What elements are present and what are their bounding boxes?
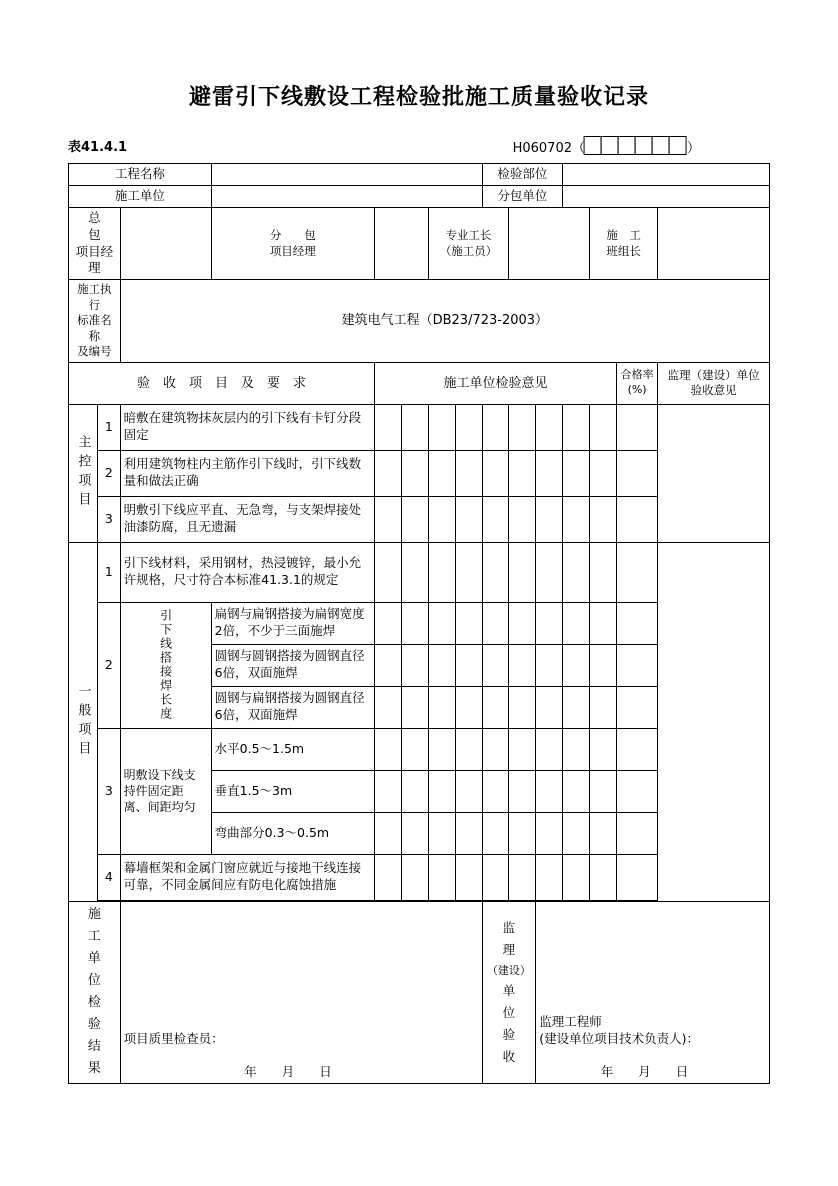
check-cell[interactable] xyxy=(482,450,509,496)
construction-unit-value[interactable] xyxy=(211,185,482,207)
check-cell[interactable] xyxy=(455,450,482,496)
foreman-label-line1: 专业工长 xyxy=(445,227,492,242)
check-cell[interactable] xyxy=(374,854,401,900)
check-cell[interactable] xyxy=(401,728,428,770)
check-cell[interactable] xyxy=(428,496,455,542)
general-pm-value[interactable] xyxy=(120,207,211,280)
check-cell[interactable] xyxy=(509,686,536,728)
check-cell[interactable] xyxy=(563,602,590,644)
supervisor-opinion-main-control[interactable] xyxy=(658,404,770,542)
check-cell[interactable] xyxy=(401,812,428,854)
row-standard xyxy=(69,280,770,363)
check-cell[interactable] xyxy=(428,644,455,686)
construction-result-label-char: 结 xyxy=(87,1039,101,1055)
item-group-label-text: 引下线搭接焊长度 xyxy=(158,609,173,722)
construction-result-label xyxy=(69,901,121,1083)
code-box xyxy=(584,136,602,155)
row-footer xyxy=(69,901,770,1083)
rate-cell[interactable] xyxy=(616,812,657,854)
check-cell[interactable] xyxy=(509,854,536,900)
supervisor-conclusion-char: （建设） xyxy=(486,963,531,977)
check-cell[interactable] xyxy=(455,854,482,900)
inspect-part-value[interactable] xyxy=(563,164,770,186)
sub-pm-label-line1: 分 包 xyxy=(269,227,316,242)
construction-result-label-char: 果 xyxy=(87,1061,101,1077)
general-pm-label-line1: 总 包 xyxy=(88,209,126,242)
check-cell[interactable] xyxy=(401,770,428,812)
row-project-name xyxy=(69,164,770,186)
check-cell[interactable] xyxy=(482,542,509,602)
rate-cell[interactable] xyxy=(616,602,657,644)
section-label-main-control xyxy=(69,404,98,542)
check-cell[interactable] xyxy=(455,644,482,686)
check-cell[interactable] xyxy=(374,770,401,812)
check-cell[interactable] xyxy=(482,404,509,450)
code-box xyxy=(635,136,653,155)
general-pm-label-line2: 项目经理 xyxy=(75,243,114,276)
check-cell[interactable] xyxy=(563,728,590,770)
item-subtext: 水平0.5～1.5m xyxy=(211,728,374,770)
team-leader-label-line2: 班组长 xyxy=(606,243,641,258)
check-cell[interactable] xyxy=(374,542,401,602)
col-header-rate xyxy=(616,362,657,404)
check-cell[interactable] xyxy=(428,770,455,812)
check-cell[interactable] xyxy=(428,686,455,728)
item-text: 暗敷在建筑物抹灰层内的引下线有卡钉分段固定 xyxy=(120,404,374,450)
check-cell[interactable] xyxy=(428,542,455,602)
item-group-label xyxy=(120,602,211,728)
check-cell[interactable] xyxy=(455,404,482,450)
item-no: 2 xyxy=(97,602,120,728)
check-cell[interactable] xyxy=(563,770,590,812)
check-cell[interactable] xyxy=(401,404,428,450)
general-pm-label xyxy=(69,207,126,280)
item-no: 1 xyxy=(97,542,120,602)
supervisor-signature-line2: (建设单位项目技术负责人)： xyxy=(539,1031,700,1047)
supervisor-conclusion-label xyxy=(482,901,536,1083)
check-cell[interactable] xyxy=(563,812,590,854)
check-cell[interactable] xyxy=(590,496,617,542)
check-cell[interactable] xyxy=(428,854,455,900)
check-cell[interactable] xyxy=(590,404,617,450)
check-cell[interactable] xyxy=(455,602,482,644)
check-cell[interactable] xyxy=(536,450,563,496)
section-label-general xyxy=(69,542,98,901)
item-subtext: 扁钢与扁钢搭接为扁钢宽度2倍，不少于三面施焊 xyxy=(211,602,374,644)
check-cell[interactable] xyxy=(482,770,509,812)
check-cell[interactable] xyxy=(536,812,563,854)
supervisor-conclusion-char: 验 xyxy=(502,1026,516,1042)
check-cell[interactable] xyxy=(590,686,617,728)
rate-cell[interactable] xyxy=(616,644,657,686)
check-cell[interactable] xyxy=(374,404,401,450)
check-cell[interactable] xyxy=(536,770,563,812)
code-box xyxy=(618,136,636,155)
construction-result-label-char: 检 xyxy=(87,995,101,1011)
supervisor-date-line: 年 月 日 xyxy=(600,1063,695,1079)
sub-pm-label-line2: 项目经理 xyxy=(269,243,316,258)
subcontract-unit-value[interactable] xyxy=(563,185,770,207)
check-cell[interactable] xyxy=(428,404,455,450)
check-cell[interactable] xyxy=(374,496,401,542)
construction-date-line: 年 月 日 xyxy=(244,1063,338,1079)
sub-pm-value[interactable] xyxy=(374,207,428,280)
code-box xyxy=(652,136,670,155)
check-cell[interactable] xyxy=(590,542,617,602)
rate-cell[interactable] xyxy=(616,496,657,542)
check-cell[interactable] xyxy=(455,728,482,770)
supervisor-conclusion-char: 收 xyxy=(502,1048,516,1064)
col-header-opinion: 施工单位检验意见 xyxy=(374,362,616,404)
standard-value: 建筑电气工程（DB23/723-2003） xyxy=(120,280,769,363)
foreman-label-line2: （施工员） xyxy=(439,243,498,258)
item-text: 幕墙框架和金属门窗应就近与接地干线连接可靠，不同金属间应有防电化腐蚀措施 xyxy=(120,854,374,900)
row-construction-unit xyxy=(69,185,770,207)
standard-label-line2: 标准名称 xyxy=(77,313,112,343)
supervisor-conclusion-content[interactable] xyxy=(536,901,770,1083)
check-cell[interactable] xyxy=(509,602,536,644)
item-no: 3 xyxy=(97,496,120,542)
form-code xyxy=(513,136,700,156)
check-cell[interactable] xyxy=(536,686,563,728)
supervisor-conclusion-char: 单 xyxy=(502,982,516,998)
construction-result-label-char: 施 xyxy=(87,906,101,922)
check-cell[interactable] xyxy=(536,728,563,770)
table-number: 表41.4.1 xyxy=(68,140,128,155)
check-cell[interactable] xyxy=(482,854,509,900)
rate-cell[interactable] xyxy=(616,450,657,496)
check-cell[interactable] xyxy=(536,404,563,450)
inspection-form-table xyxy=(68,163,770,1084)
construction-result-label-char: 验 xyxy=(87,1017,101,1033)
check-cell[interactable] xyxy=(374,602,401,644)
row-column-headers xyxy=(69,362,770,404)
check-cell[interactable] xyxy=(374,686,401,728)
item-text: 引下线材料，采用钢材，热浸镀锌，最小允许规格，尺寸符合本标准41.3.1的规定 xyxy=(120,542,374,602)
check-cell[interactable] xyxy=(590,854,617,900)
check-cell[interactable] xyxy=(509,812,536,854)
check-cell[interactable] xyxy=(374,728,401,770)
project-name-value[interactable] xyxy=(211,164,482,186)
row-general-1 xyxy=(69,542,770,602)
check-cell[interactable] xyxy=(536,854,563,900)
check-cell[interactable] xyxy=(590,644,617,686)
check-cell[interactable] xyxy=(482,728,509,770)
construction-result-label-char: 单 xyxy=(87,951,101,967)
check-cell[interactable] xyxy=(401,854,428,900)
item-no: 3 xyxy=(97,728,120,854)
check-cell[interactable] xyxy=(563,450,590,496)
item-subtext: 圆钢与扁钢搭接为圆钢直径6倍，双面施焊 xyxy=(211,686,374,728)
rate-cell[interactable] xyxy=(616,686,657,728)
item-text: 明敷引下线应平直、无急弯，与支架焊接处油漆防腐，且无遗漏 xyxy=(120,496,374,542)
section-label-general-text: 一般项目 xyxy=(75,683,91,760)
check-cell[interactable] xyxy=(536,496,563,542)
form-code-text: H060702（ xyxy=(512,141,585,156)
foreman-value[interactable] xyxy=(509,207,590,280)
check-cell[interactable] xyxy=(509,542,536,602)
row-main-control-1 xyxy=(69,404,770,450)
item-text: 利用建筑物柱内主筋作引下线时，引下线数量和做法正确 xyxy=(120,450,374,496)
item-no: 1 xyxy=(97,404,120,450)
item-group-label: 明敷设下线支持件固定距离、间距均匀 xyxy=(120,728,211,854)
item-subtext: 垂直1.5～3m xyxy=(211,770,374,812)
rate-cell[interactable] xyxy=(616,770,657,812)
check-cell[interactable] xyxy=(590,602,617,644)
check-cell[interactable] xyxy=(428,728,455,770)
item-no: 2 xyxy=(97,450,120,496)
check-cell[interactable] xyxy=(509,404,536,450)
col-header-supervisor-line1: 监理（建设）单位 xyxy=(667,367,760,382)
check-cell[interactable] xyxy=(509,770,536,812)
foreman-label xyxy=(428,207,509,280)
sub-pm-label xyxy=(211,207,374,280)
supervisor-opinion-general[interactable] xyxy=(658,542,770,901)
inspect-part-label: 检验部位 xyxy=(482,164,563,186)
check-cell[interactable] xyxy=(455,686,482,728)
check-cell[interactable] xyxy=(401,644,428,686)
construction-result-label-char: 位 xyxy=(87,973,101,989)
item-subtext: 弯曲部分0.3～0.5m xyxy=(211,812,374,854)
check-cell[interactable] xyxy=(563,404,590,450)
check-cell[interactable] xyxy=(509,496,536,542)
standard-label-line3: 及编号 xyxy=(77,344,112,359)
check-cell[interactable] xyxy=(482,812,509,854)
project-name-label: 工程名称 xyxy=(69,164,212,186)
check-cell[interactable] xyxy=(455,770,482,812)
check-cell[interactable] xyxy=(509,644,536,686)
check-cell[interactable] xyxy=(374,644,401,686)
construction-unit-label: 施工单位 xyxy=(69,185,212,207)
check-cell[interactable] xyxy=(536,542,563,602)
check-cell[interactable] xyxy=(455,812,482,854)
check-cell[interactable] xyxy=(428,602,455,644)
check-cell[interactable] xyxy=(482,644,509,686)
check-cell[interactable] xyxy=(482,496,509,542)
team-leader-value[interactable] xyxy=(658,207,770,280)
col-header-items: 验 收 项 目 及 要 求 xyxy=(69,362,375,404)
rate-cell[interactable] xyxy=(616,728,657,770)
form-code-tail: ） xyxy=(686,141,700,156)
supervisor-conclusion-char: 位 xyxy=(502,1004,516,1020)
subcontract-unit-label: 分包单位 xyxy=(482,185,563,207)
check-cell[interactable] xyxy=(401,602,428,644)
standard-label-line1: 施工执行 xyxy=(77,282,112,312)
check-cell[interactable] xyxy=(563,644,590,686)
row-managers xyxy=(69,207,770,280)
check-cell[interactable] xyxy=(536,644,563,686)
supervisor-conclusion-char: 理 xyxy=(502,941,516,957)
check-cell[interactable] xyxy=(401,450,428,496)
check-cell[interactable] xyxy=(428,450,455,496)
check-cell[interactable] xyxy=(401,686,428,728)
check-cell[interactable] xyxy=(563,686,590,728)
check-cell[interactable] xyxy=(563,542,590,602)
rate-cell[interactable] xyxy=(616,542,657,602)
col-header-rate-line2: (%) xyxy=(627,383,647,397)
col-header-supervisor xyxy=(658,362,770,404)
item-no: 4 xyxy=(97,854,120,900)
check-cell[interactable] xyxy=(590,770,617,812)
check-cell[interactable] xyxy=(455,496,482,542)
check-cell[interactable] xyxy=(401,496,428,542)
check-cell[interactable] xyxy=(482,602,509,644)
check-cell[interactable] xyxy=(590,450,617,496)
check-cell[interactable] xyxy=(536,602,563,644)
check-cell[interactable] xyxy=(428,812,455,854)
check-cell[interactable] xyxy=(455,542,482,602)
rate-cell[interactable] xyxy=(616,404,657,450)
check-cell[interactable] xyxy=(509,728,536,770)
team-leader-label xyxy=(590,207,658,280)
team-leader-label-line1: 施 工 xyxy=(606,227,641,242)
supervisor-conclusion-char: 监 xyxy=(502,919,516,935)
form-code-boxes xyxy=(585,136,687,156)
check-cell[interactable] xyxy=(590,728,617,770)
item-subtext: 圆钢与圆钢搭接为圆钢直径6倍，双面施焊 xyxy=(211,644,374,686)
supervisor-signature-line1: 监理工程师 xyxy=(539,1013,602,1029)
check-cell[interactable] xyxy=(374,812,401,854)
rate-cell[interactable] xyxy=(616,854,657,900)
section-label-main-control-text: 主控项目 xyxy=(75,435,91,512)
inspector-signature-line: 项目质里检查员： xyxy=(123,1030,224,1046)
check-cell[interactable] xyxy=(482,686,509,728)
col-header-rate-line1: 合格率 xyxy=(620,368,654,382)
construction-result-content[interactable] xyxy=(120,901,482,1083)
check-cell[interactable] xyxy=(590,812,617,854)
code-box xyxy=(669,136,687,155)
check-cell[interactable] xyxy=(509,450,536,496)
check-cell[interactable] xyxy=(563,496,590,542)
check-cell[interactable] xyxy=(374,450,401,496)
construction-result-label-char: 工 xyxy=(87,928,101,944)
check-cell[interactable] xyxy=(401,542,428,602)
col-header-supervisor-line2: 验收意见 xyxy=(690,383,737,398)
standard-label xyxy=(69,280,121,363)
check-cell[interactable] xyxy=(563,854,590,900)
code-box xyxy=(601,136,619,155)
page-title: 避雷引下线敷设工程检验批施工质量验收记录 xyxy=(188,85,649,110)
